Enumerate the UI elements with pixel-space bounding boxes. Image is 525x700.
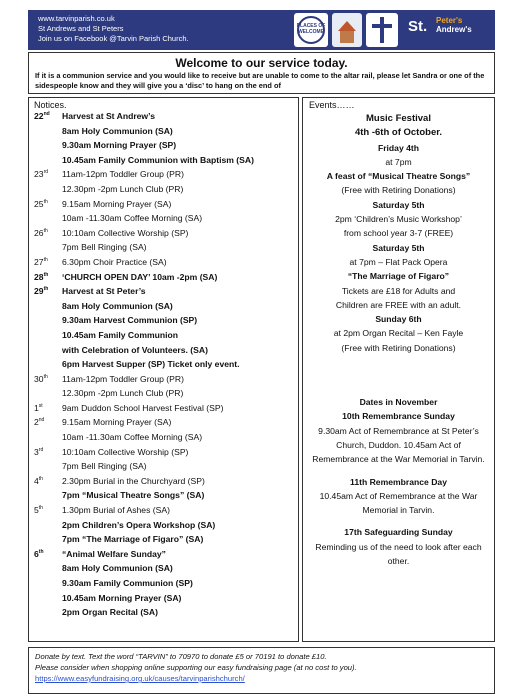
notice-text: 9.30am Morning Prayer (SP): [62, 140, 177, 151]
children-price: Children are FREE with an adult.: [335, 299, 462, 310]
notice-row: [29, 373, 298, 388]
places-of-welcome-text: PLACES OF WELCOME: [296, 23, 326, 35]
st-logo-text: St.: [408, 18, 428, 35]
safeguarding-sunday: 17th Safeguarding Sunday: [344, 527, 453, 538]
notice-row: [29, 446, 298, 461]
date-suffix: th: [43, 257, 48, 264]
notice-row: [29, 533, 298, 548]
notice-row: [29, 300, 298, 315]
friday-note: (Free with Retiring Donations): [341, 185, 456, 196]
notice-date: 30: [34, 373, 44, 384]
safeguarding-text: Reminding us of the need to look after each other.: [315, 541, 482, 567]
fundraising-link[interactable]: https://www.easyfundraising.org.uk/causes/tarvinparishchurch/: [35, 674, 245, 683]
notice-text: 10.45am Family Communion: [62, 329, 179, 340]
events-column: [302, 97, 495, 642]
header-banner: [28, 10, 495, 50]
notice-date: 25: [34, 198, 44, 209]
parish-names: St Andrews and St Peters: [38, 24, 124, 33]
notice-row: [29, 314, 298, 329]
notice-row: [29, 139, 298, 154]
friday-heading: Friday 4th: [377, 142, 420, 153]
date-suffix: rd: [43, 169, 49, 176]
notice-date: 22: [34, 111, 44, 121]
notice-row: [29, 110, 298, 125]
notice-text: 8am Holy Communion (SA): [62, 563, 173, 574]
notice-row: [29, 592, 298, 607]
header-text: [38, 14, 189, 44]
notice-row: [29, 387, 298, 402]
notice-text: 10am -11.30am Coffee Morning (SA): [62, 213, 203, 224]
notice-text: 2pm Organ Recital (SA): [62, 607, 158, 618]
notice-text: 1.30pm Burial of Ashes (SA): [62, 505, 170, 516]
notice-text: 9.15am Morning Prayer (SA): [62, 417, 172, 428]
notice-text: 12.30pm -2pm Lunch Club (PR): [62, 388, 184, 399]
date-suffix: th: [43, 227, 48, 234]
notice-row: [29, 562, 298, 577]
date-suffix: th: [43, 286, 49, 293]
welcome-text: If it is a communion service and you would like to receive but are unable to come to the altar rail, please let Sandra or one of the sidespeople know and they will give you a ‘disc’ to hang on the end of: [35, 71, 485, 90]
notice-row: [29, 256, 298, 271]
events-heading: Events……: [309, 100, 355, 110]
notice-text: 10:10am Collective Worship (SP): [62, 227, 189, 238]
notice-row: [29, 402, 298, 417]
saturday-evening-heading: Saturday 5th: [372, 242, 425, 253]
remembrance-sunday-text: 9.30am Act of Remembrance at St Peter’s Church, Duddon. 10.45am Act of Remembrance at the War Memorial in Tarvin.: [312, 425, 485, 465]
notice-date: 2: [34, 417, 39, 428]
notice-text: 9.15am Morning Prayer (SA): [62, 198, 172, 209]
notice-date: 1: [34, 402, 39, 413]
friday-time: at 7pm: [385, 156, 412, 167]
notice-text: 7pm Bell Ringing (SA): [62, 461, 147, 472]
notice-date: 6: [34, 548, 39, 559]
notice-row: [29, 285, 298, 300]
donate-text: Donate by text. Text the word “TARVIN” to 70970 to donate £5 or 70191 to donate £10.: [35, 652, 327, 661]
notice-text: 6.30pm Choir Practice (SA): [62, 256, 167, 267]
places-of-welcome-logo: [294, 13, 328, 47]
notice-text: with Celebration of Volunteers. (SA): [62, 344, 208, 355]
notice-text: 6pm Harvest Supper (SP) Ticket only event.: [62, 359, 240, 370]
notice-date: 5: [34, 505, 39, 516]
notice-text: 11am-12pm Toddler Group (PR): [62, 169, 184, 180]
notice-text: 7pm Bell Ringing (SA): [62, 242, 147, 253]
notice-text: 12.30pm -2pm Lunch Club (PR): [62, 183, 184, 194]
november-heading: Dates in November: [359, 397, 438, 408]
notice-row: [29, 606, 298, 621]
notice-row: [29, 519, 298, 534]
notice-row: [29, 212, 298, 227]
church-logo: [332, 13, 362, 47]
date-suffix: th: [43, 198, 48, 205]
notice-text: 10.45am Family Communion with Baptism (SA): [62, 154, 254, 165]
date-suffix: st: [38, 403, 43, 410]
notice-date: 28: [34, 271, 44, 282]
notice-text: 10.45am Morning Prayer (SA): [62, 592, 182, 603]
notice-row: [29, 271, 298, 286]
saturday-evening-event: at 7pm – Flat Pack Opera: [349, 256, 448, 267]
notice-row: [29, 241, 298, 256]
notice-row: [29, 183, 298, 198]
notice-text: 9.30am Family Communion (SP): [62, 578, 193, 588]
notice-row: [29, 154, 298, 169]
date-suffix: th: [38, 505, 43, 512]
notice-text: 11am-12pm Toddler Group (PR): [62, 373, 184, 384]
notice-row: [29, 489, 298, 504]
date-suffix: nd: [43, 111, 50, 118]
date-suffix: th: [38, 475, 43, 482]
welcome-box: [28, 52, 495, 94]
sunday-event: at 2pm Organ Recital – Ken Fayle: [333, 328, 464, 339]
notice-row: [29, 168, 298, 183]
notice-text: ‘CHURCH OPEN DAY’ 10am -2pm (SA): [62, 271, 218, 282]
notice-row: [29, 548, 298, 563]
notice-text: 2.30pm Burial in the Churchyard (SP): [62, 475, 205, 486]
remembrance-day-text: 10.45am Act of Remembrance at the War Memorial in Tarvin.: [319, 490, 478, 516]
notice-date: 26: [34, 227, 44, 238]
fundraising-text: Please consider when shopping online supporting our easy fundraising page (at no cost to you).: [35, 663, 357, 672]
notice-date: 3: [34, 446, 39, 457]
notice-text: Harvest at St Peter’s: [62, 286, 146, 297]
notice-row: [29, 125, 298, 140]
saturday-heading: Saturday 5th: [372, 199, 425, 210]
notice-text: 8am Holy Communion (SA): [62, 300, 173, 311]
notice-row: [29, 358, 298, 373]
date-suffix: nd: [38, 417, 45, 424]
notice-text: 10:10am Collective Worship (SP): [62, 446, 189, 457]
notice-text: “Animal Welfare Sunday”: [62, 548, 166, 559]
notices-column: [28, 97, 299, 642]
notice-date: 27: [34, 256, 44, 267]
notice-date: 4: [34, 475, 39, 486]
notice-text: 2pm Children’s Opera Workshop (SA): [62, 519, 216, 530]
notice-date: 23: [34, 169, 44, 180]
date-suffix: th: [38, 548, 44, 555]
website[interactable]: www.tarvinparish.co.uk: [38, 14, 115, 23]
date-suffix: rd: [38, 446, 44, 453]
notice-row: [29, 227, 298, 242]
notice-date: 29: [34, 286, 44, 297]
festival-dates: 4th -6th of October.: [354, 127, 443, 139]
welcome-title: Welcome to our service today.: [175, 56, 348, 70]
friday-event: A feast of “Musical Theatre Songs”: [326, 171, 471, 182]
notice-row: [29, 504, 298, 519]
notice-row: [29, 431, 298, 446]
date-suffix: th: [43, 373, 48, 380]
notice-row: [29, 329, 298, 344]
notices-heading: Notices.: [34, 100, 67, 110]
footer-box: [28, 647, 495, 694]
remembrance-day: 11th Remembrance Day: [350, 476, 447, 487]
events-list: [303, 112, 494, 568]
facebook-line: Join us on Facebook @Tarvin Parish Church.: [38, 34, 189, 43]
notice-row: [29, 344, 298, 359]
notice-list: [29, 110, 298, 621]
saturday-note: from school year 3-7 (FREE): [343, 228, 454, 239]
ticket-price: Tickets are £18 for Adults and: [341, 285, 456, 296]
notice-row: [29, 460, 298, 475]
notice-row: [29, 577, 298, 592]
sunday-heading: Sunday 6th: [375, 314, 422, 325]
remembrance-sunday: 10th Remembrance Sunday: [342, 411, 455, 422]
st-names: Peter's Andrew's: [436, 16, 472, 34]
notice-text: 10am -11.30am Coffee Morning (SA): [62, 432, 203, 443]
festival-title: Music Festival: [366, 113, 431, 124]
notice-text: 7pm “Musical Theatre Songs” (SA): [62, 490, 205, 501]
cross-icon: [366, 13, 398, 47]
saturday-event: 2pm ‘Children’s Music Workshop’: [335, 214, 462, 225]
notice-row: [29, 198, 298, 213]
notice-row: [29, 475, 298, 490]
notice-text: 7pm “The Marriage of Figaro” (SA): [62, 534, 204, 545]
opera-title: “The Marriage of Figaro”: [347, 271, 450, 282]
notice-text: Harvest at St Andrew’s: [62, 111, 155, 121]
notice-text: 8am Holy Communion (SA): [62, 125, 173, 136]
notice-text: 9am Duddon School Harvest Festival (SP): [62, 402, 224, 413]
sunday-note: (Free with Retiring Donations): [341, 342, 456, 353]
notice-row: [29, 416, 298, 431]
notice-text: 9.30am Harvest Communion (SP): [62, 315, 198, 326]
date-suffix: th: [43, 271, 49, 278]
